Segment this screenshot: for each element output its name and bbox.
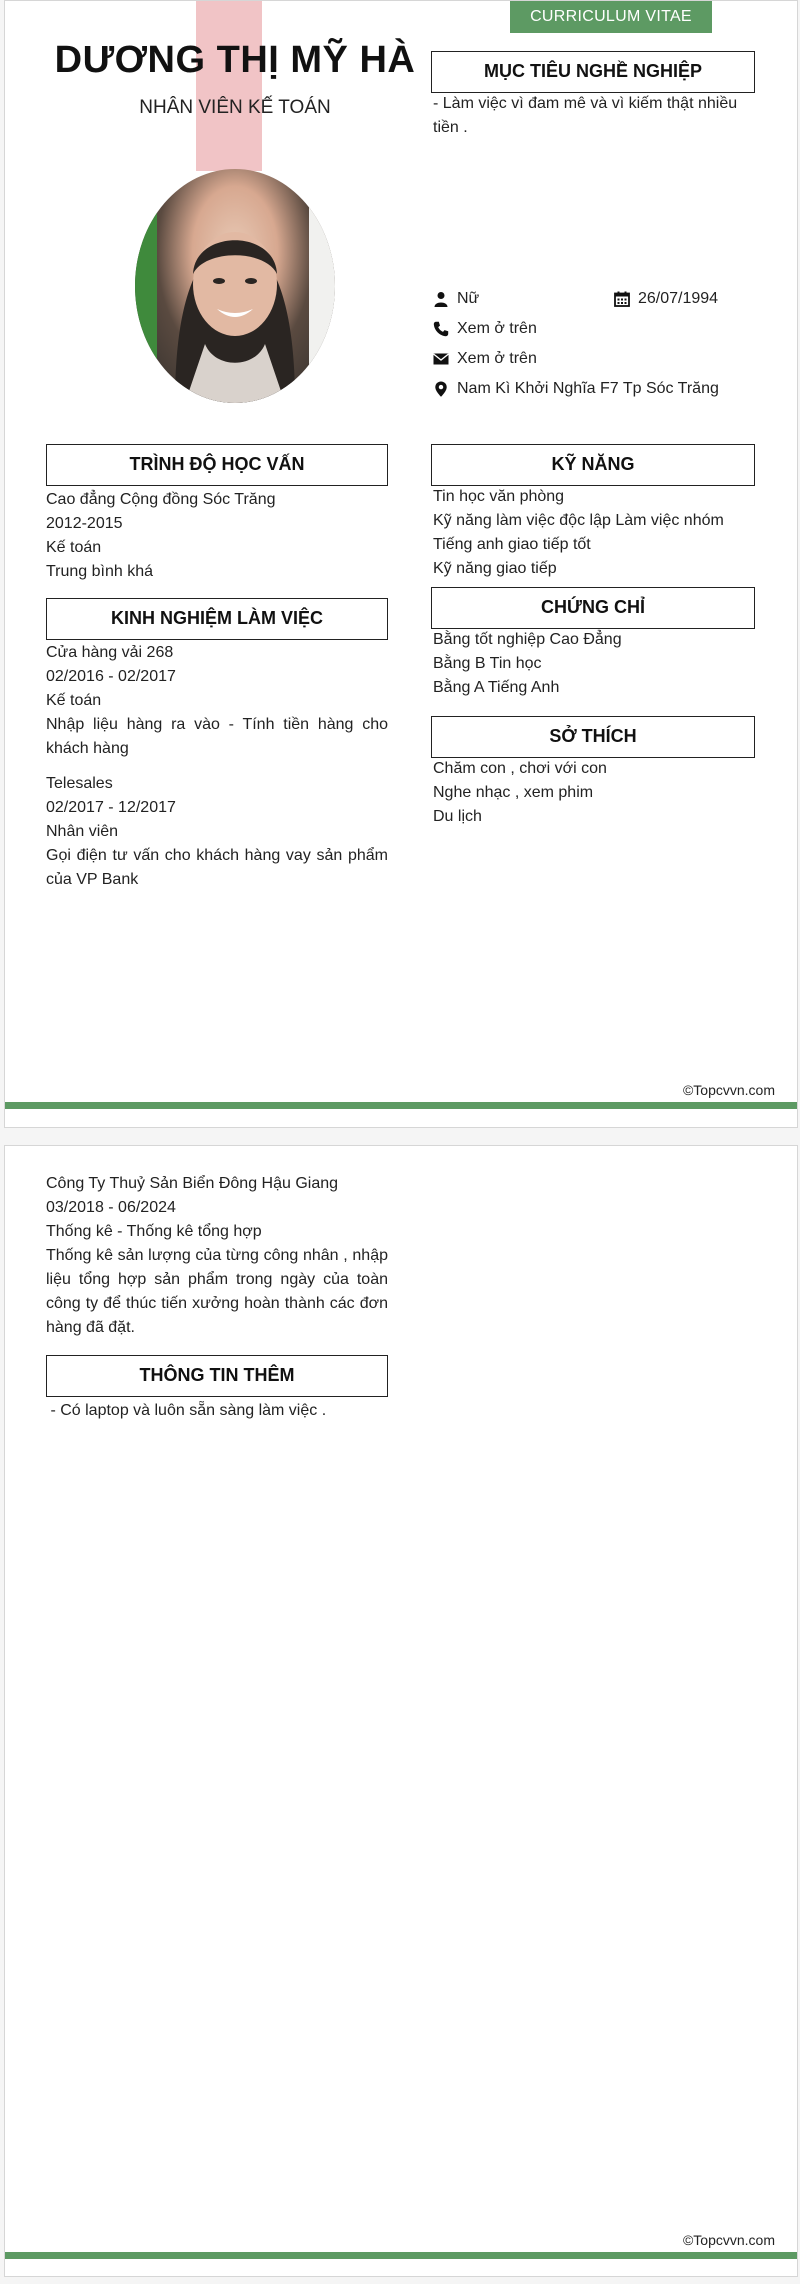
- extra-info-text: - Có laptop và luôn sẵn sàng làm việc .: [46, 1402, 327, 1419]
- cv-page-2: [4, 1145, 798, 2277]
- objective-heading: MỤC TIÊU NGHỀ NGHIỆP: [431, 51, 755, 93]
- certificates-list: [433, 628, 763, 700]
- address-value: Nam Kì Khởi Nghĩa F7 Tp Sóc Trăng: [457, 380, 719, 397]
- cv-page-1: [4, 0, 798, 1128]
- hobby-item: Du lịch: [433, 808, 482, 825]
- profile-photo: [135, 169, 335, 403]
- certificates-heading: CHỨNG CHỈ: [431, 587, 755, 629]
- gender-value: Nữ: [457, 290, 480, 307]
- skill-item: Kỹ năng làm việc độc lập Làm việc nhóm: [433, 512, 724, 529]
- experience-heading: KINH NGHIỆM LÀM VIỆC: [46, 598, 388, 640]
- cv-tag: CURRICULUM VITAE: [510, 1, 712, 33]
- candidate-name: DƯƠNG THỊ MỸ HÀ: [54, 39, 416, 81]
- location-pin-icon: [433, 381, 449, 397]
- candidate-job-title: NHÂN VIÊN KẾ TOÁN: [139, 97, 331, 118]
- education-text: [46, 488, 388, 584]
- job-3-period: 03/2018 - 06/2024: [46, 1199, 176, 1216]
- job-1-company: Cửa hàng vải 268: [46, 644, 174, 661]
- job-3-text: Công Ty Thuỷ Sản Biển Đông Hậu Giang 03/2018 - 06/2024 Thống kê - Thống kê tổng hợp Thống kê sản lượng của từng công nhân , nhập liệu tổng hợp sản phẩm trong ngày của toàn công ty để thúc tiến xưởng hoàn thành các đơn hàng đã đặt.: [46, 1172, 388, 1340]
- job-2-role: Nhân viên: [46, 823, 119, 840]
- experience-text: Cửa hàng vải 268 02/2016 - 02/2017 Kế toán Nhập liệu hàng ra vào - Tính tiền hàng cho khách hàng Telesales 02/2017 - 12/2017 Nhân viên Gọi điện tư vấn cho khách hàng vay sản phẩm của VP Bank: [46, 641, 388, 892]
- job-1-desc: Nhập liệu hàng ra vào - Tính tiền hàng cho: [46, 716, 388, 733]
- calendar-icon: [614, 291, 630, 307]
- email-value: Xem ở trên: [457, 350, 537, 367]
- education-school: Cao đẳng Cộng đồng Sóc Trăng: [46, 491, 276, 508]
- job-2-company: Telesales: [46, 775, 113, 792]
- job-3-role: Thống kê - Thống kê tổng hợp: [46, 1223, 262, 1240]
- job-3-company: Công Ty Thuỷ Sản Biển Đông Hậu Giang: [46, 1175, 339, 1192]
- skills-list: [433, 485, 763, 581]
- extra-info-heading: THÔNG TIN THÊM: [46, 1355, 388, 1397]
- job-2-desc: Gọi điện tư vấn cho khách hàng vay sản phẩm: [46, 847, 388, 864]
- hobbies-list: [433, 757, 763, 829]
- job-2-period: 02/2017 - 12/2017: [46, 799, 176, 816]
- phone-row: [433, 320, 537, 338]
- birthday-value: 26/07/1994: [638, 290, 719, 307]
- footer-green-bar: [5, 2252, 797, 2259]
- education-major: Kế toán: [46, 539, 102, 556]
- job-1-period: 02/2016 - 02/2017: [46, 668, 176, 685]
- phone-value: Xem ở trên: [457, 320, 537, 337]
- envelope-icon: [433, 351, 449, 367]
- email-row: [433, 350, 537, 368]
- certificate-item: Bằng tốt nghiệp Cao Đẳng: [433, 631, 622, 648]
- objective-text: - Làm việc vì đam mê và vì kiếm thật nhiều tiền .: [433, 95, 738, 136]
- certificate-item: Bằng A Tiếng Anh: [433, 679, 560, 696]
- phone-icon: [433, 321, 449, 337]
- gender-row: [433, 290, 479, 308]
- address-row: [433, 380, 719, 398]
- birthday-row: [614, 290, 718, 308]
- hobby-item: Chăm con , chơi với con: [433, 760, 607, 777]
- certificate-item: Bằng B Tin học: [433, 655, 542, 672]
- education-years: 2012-2015: [46, 515, 123, 532]
- skill-item: Tin học văn phòng: [433, 488, 565, 505]
- education-grade: Trung bình khá: [46, 563, 154, 580]
- decorative-pink-strip: [196, 1, 262, 171]
- job-3-desc: Thống kê sản lượng của từng công nhân , nhập: [46, 1247, 388, 1264]
- skill-item: Kỹ năng giao tiếp: [433, 560, 557, 577]
- hobbies-heading: SỞ THÍCH: [431, 716, 755, 758]
- skills-heading: KỸ NĂNG: [431, 444, 755, 486]
- education-heading: TRÌNH ĐỘ HỌC VẤN: [46, 444, 388, 486]
- person-icon: [433, 291, 449, 307]
- copyright-text: ©Topcvvn.com: [682, 2232, 775, 2248]
- footer-green-bar: [5, 1102, 797, 1109]
- hobby-item: Nghe nhạc , xem phim: [433, 784, 594, 801]
- skill-item: Tiếng anh giao tiếp tốt: [433, 536, 591, 553]
- copyright-text: ©Topcvvn.com: [682, 1082, 775, 1098]
- job-1-role: Kế toán: [46, 692, 102, 709]
